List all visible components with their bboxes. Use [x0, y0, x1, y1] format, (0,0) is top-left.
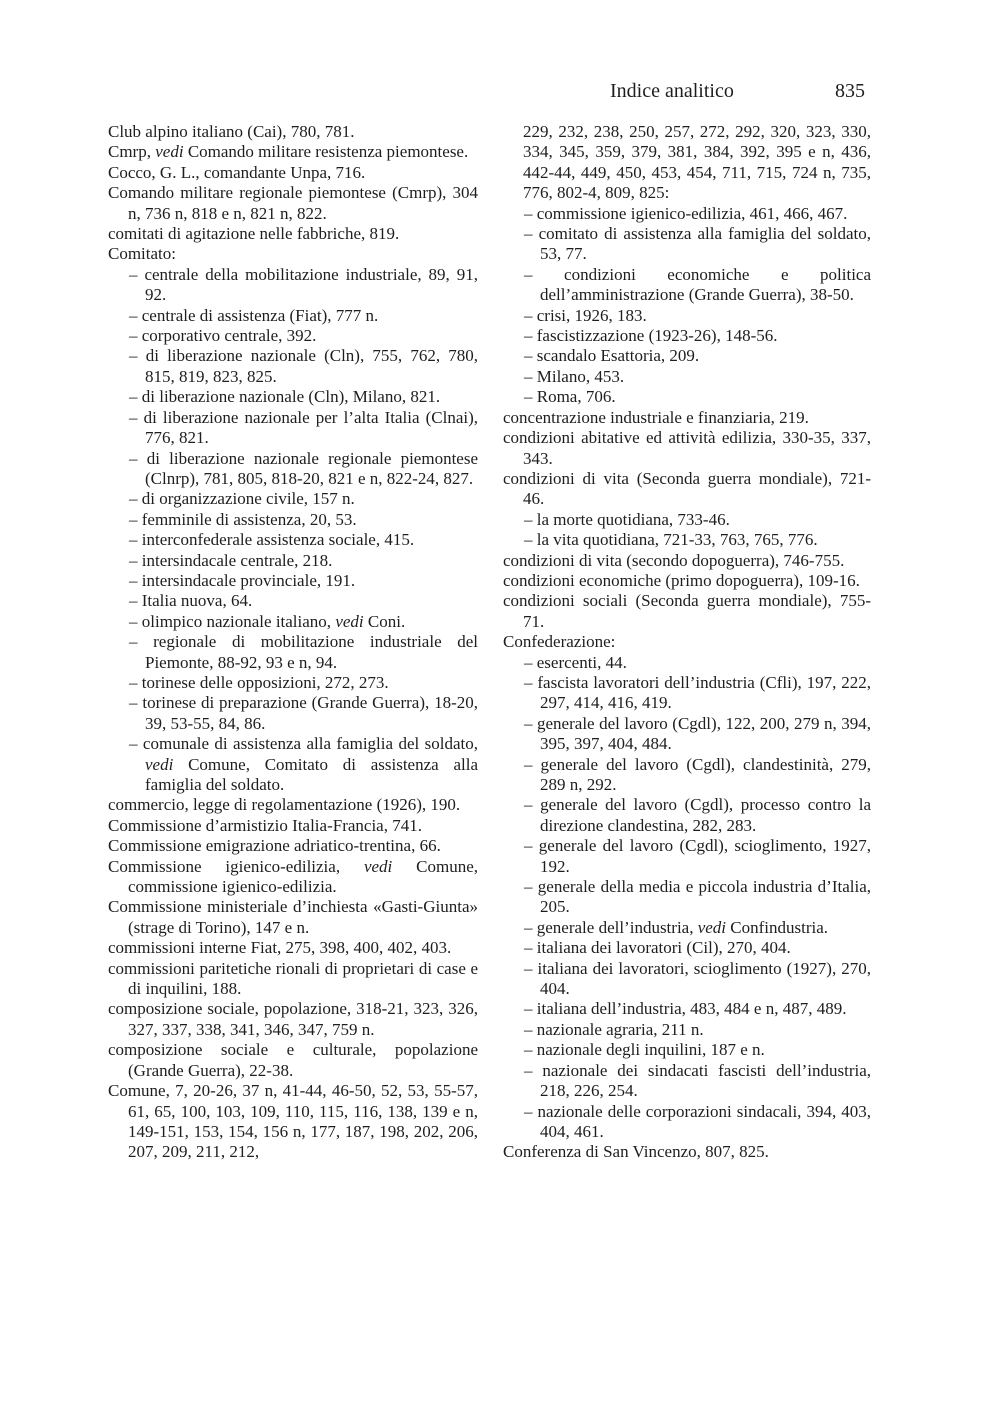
index-subentry: – fascistizzazione (1923-26), 148-56.: [503, 326, 871, 346]
index-subentry: – di liberazione nazionale (Cln), 755, 762, 780, 815, 819, 823, 825.: [108, 346, 478, 387]
index-subentry: – nazionale agraria, 211 n.: [503, 1020, 871, 1040]
index-entry: Confederazione:: [503, 632, 616, 652]
index-subentry: – scandalo Esattoria, 209.: [503, 346, 871, 366]
index-entry: 229, 232, 238, 250, 257, 272, 292, 320, 323, 330, 334, 345, 359, 379, 381, 384, 392, 395 e n, 436, 442-44, 449, 450, 453, 454, 711, 715, 724 n, 735, 776, 802-4, 809, 825:: [523, 122, 871, 203]
index-subentry: – nazionale degli inquilini, 187 e n.: [503, 1040, 871, 1060]
index-entry: Cmrp, vedi Comando militare resistenza piemontese.: [108, 142, 469, 162]
index-subentry: – italiana dei lavoratori, scioglimento (1927), 270, 404.: [503, 959, 871, 1000]
index-entry: Commissione igienico-edilizia, vedi Comune, commissione igienico-edilizia.: [108, 856, 479, 897]
index-subentry: – generale dell’industria, vedi Confindustria.: [503, 918, 871, 938]
index-subentry: – corporativo centrale, 392.: [108, 326, 478, 346]
index-subentry: – femminile di assistenza, 20, 53.: [108, 510, 478, 530]
index-entry: comitati di agitazione nelle fabbriche, 819.: [108, 224, 400, 244]
index-entry: composizione sociale, popolazione, 318-21, 323, 326, 327, 337, 338, 341, 346, 347, 759 n.: [108, 999, 478, 1039]
index-subentry: – generale del lavoro (Cgdl), scioglimento, 1927, 192.: [503, 836, 871, 877]
index-subentry: – generale del lavoro (Cgdl), clandestinità, 279, 289 n, 292.: [503, 755, 871, 796]
index-entry: concentrazione industriale e finanziaria, 219.: [503, 407, 809, 427]
index-subentry: – nazionale delle corporazioni sindacali, 394, 403, 404, 461.: [503, 1102, 871, 1143]
page-header: [0, 80, 1005, 110]
index-subentry: – intersindacale centrale, 218.: [108, 551, 478, 571]
index-subentry: – di organizzazione civile, 157 n.: [108, 489, 478, 509]
index-subentry: – olimpico nazionale italiano, vedi Coni.: [108, 612, 478, 632]
page-number: 835: [835, 80, 865, 102]
index-subentry: – condizioni economiche e politica dell’amministrazione (Grande Guerra), 38-50.: [503, 265, 871, 306]
index-entry: composizione sociale e culturale, popolazione (Grande Guerra), 22-38.: [108, 1040, 478, 1080]
index-subentry: – torinese delle opposizioni, 272, 273.: [108, 673, 478, 693]
index-subentry: – torinese di preparazione (Grande Guerra), 18-20, 39, 53-55, 84, 86.: [108, 693, 478, 734]
index-subentry: – Milano, 453.: [503, 367, 871, 387]
index-entry: Comando militare regionale piemontese (Cmrp), 304 n, 736 n, 818 e n, 821 n, 822.: [108, 183, 478, 223]
index-entry: commissioni interne Fiat, 275, 398, 400, 402, 403.: [108, 938, 452, 958]
index-subentry: – italiana dell’industria, 483, 484 e n, 487, 489.: [503, 999, 871, 1019]
index-entry: condizioni economiche (primo dopoguerra), 109-16.: [503, 570, 860, 590]
index-entry: Conferenza di San Vincenzo, 807, 825.: [503, 1142, 769, 1162]
index-entry: Commissione ministeriale d’inchiesta «Gasti-Giunta» (strage di Torino), 147 e n.: [108, 897, 478, 937]
index-subentry: – la vita quotidiana, 721-33, 763, 765, 776.: [503, 530, 871, 550]
index-column-right: [503, 122, 871, 1163]
index-subentry: – di liberazione nazionale per l’alta Italia (Clnai), 776, 821.: [108, 408, 478, 449]
index-entry: condizioni di vita (secondo dopoguerra), 746-755.: [503, 550, 845, 570]
index-subentry: – intersindacale provinciale, 191.: [108, 571, 478, 591]
index-subentry: – Roma, 706.: [503, 387, 871, 407]
index-subentry: – esercenti, 44.: [503, 653, 871, 673]
index-entry: Commissione d’armistizio Italia-Francia, 741.: [108, 815, 422, 835]
index-entry: commercio, legge di regolamentazione (1926), 190.: [108, 795, 461, 815]
index-subentry: – crisi, 1926, 183.: [503, 306, 871, 326]
index-entry: condizioni abitative ed attività edilizia, 330-35, 337, 343.: [503, 428, 871, 468]
index-entry: Comune, 7, 20-26, 37 n, 41-44, 46-50, 52, 53, 55-57, 61, 65, 100, 103, 109, 110, 115, 116, 138, 139 e n, 149-151, 153, 154, 156 n, 177, 187, 198, 202, 206, 207, 209, 211, 212,: [108, 1081, 478, 1162]
index-subentry: – italiana dei lavoratori (Cil), 270, 404.: [503, 938, 871, 958]
index-subentry: – di liberazione nazionale regionale piemontese (Clnrp), 781, 805, 818-20, 821 e n, 822-24, 827.: [108, 449, 478, 490]
index-entry: condizioni sociali (Seconda guerra mondiale), 755-71.: [503, 591, 871, 631]
index-subentry: – generale della media e piccola industria d’Italia, 205.: [503, 877, 871, 918]
index-entry: Comitato:: [108, 244, 176, 264]
index-subentry: – centrale della mobilitazione industriale, 89, 91, 92.: [108, 265, 478, 306]
index-entry: Club alpino italiano (Cai), 780, 781.: [108, 122, 355, 141]
index-subentry: – generale del lavoro (Cgdl), processo contro la direzione clandestina, 282, 283.: [503, 795, 871, 836]
index-subentry: – comunale di assistenza alla famiglia del soldato, vedi Comune, Comitato di assistenza alla famiglia del soldato.: [108, 734, 478, 795]
index-subentry: – la morte quotidiana, 733-46.: [503, 510, 871, 530]
index-subentry: – Italia nuova, 64.: [108, 591, 478, 611]
index-subentry: – interconfederale assistenza sociale, 415.: [108, 530, 478, 550]
index-subentry: – centrale di assistenza (Fiat), 777 n.: [108, 306, 478, 326]
index-subentry: – generale del lavoro (Cgdl), 122, 200, 279 n, 394, 395, 397, 404, 484.: [503, 714, 871, 755]
index-column-left: [108, 122, 478, 1163]
index-subentry: – commissione igienico-edilizia, 461, 466, 467.: [503, 204, 871, 224]
index-entry: commissioni paritetiche rionali di proprietari di case e di inquilini, 188.: [108, 958, 478, 999]
index-subentry: – di liberazione nazionale (Cln), Milano, 821.: [108, 387, 478, 407]
index-subentry: – regionale di mobilitazione industriale del Piemonte, 88-92, 93 e n, 94.: [108, 632, 478, 673]
index-subentry: – nazionale dei sindacati fascisti dell’industria, 218, 226, 254.: [503, 1061, 871, 1102]
index-entry: Cocco, G. L., comandante Unpa, 716.: [108, 162, 366, 182]
index-entry: Commissione emigrazione adriatico-trentina, 66.: [108, 836, 441, 856]
index-entry: condizioni di vita (Seconda guerra mondiale), 721-46.: [503, 468, 871, 509]
running-title: Indice analitico: [610, 80, 734, 102]
index-subentry: – comitato di assistenza alla famiglia del soldato, 53, 77.: [503, 224, 871, 265]
index-subentry: – fascista lavoratori dell’industria (Cfli), 197, 222, 297, 414, 416, 419.: [503, 673, 871, 714]
